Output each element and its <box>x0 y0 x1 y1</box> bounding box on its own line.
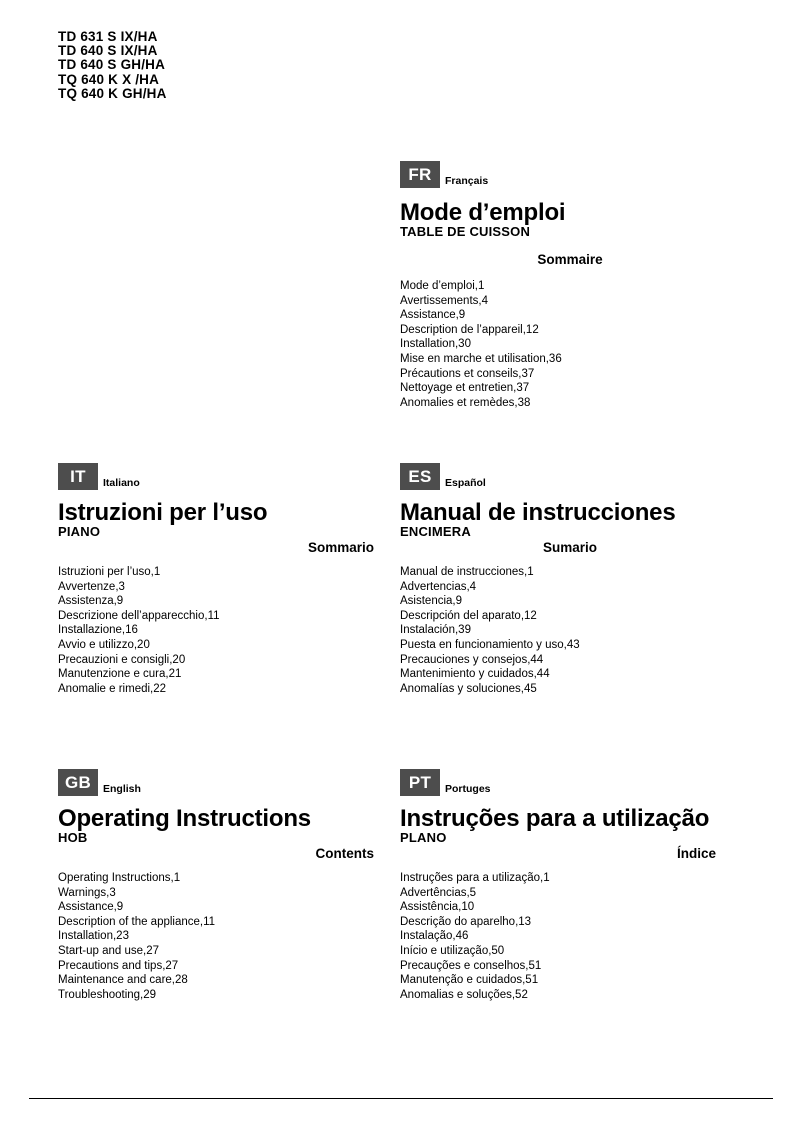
model-number: TD 640 S GH/HA <box>58 57 166 73</box>
toc-entry: Manutenzione e cura,21 <box>58 668 182 681</box>
language-name: Italiano <box>103 477 140 489</box>
toc-entry: Descrizione dell’apparecchio,11 <box>58 609 220 622</box>
section-title: Mode d’emploi <box>400 199 566 226</box>
section-subtitle: PIANO <box>58 524 101 539</box>
section-subtitle: ENCIMERA <box>400 524 471 539</box>
toc-entry: Mantenimiento y cuidados,44 <box>400 668 550 681</box>
contents-label: Sumario <box>542 540 597 555</box>
toc-entry: Asistencia,9 <box>400 595 463 608</box>
toc-entry: Instalação,46 <box>400 930 469 943</box>
model-number-list <box>58 30 167 101</box>
table-of-contents <box>400 871 740 1002</box>
footer-divider <box>29 1098 773 1099</box>
toc-entry: Assistenza,9 <box>58 595 124 608</box>
language-section-english <box>58 766 398 1002</box>
toc-entry: Anomalie e rimedi,22 <box>58 682 167 695</box>
model-number: TQ 640 K GH/HA <box>58 85 167 101</box>
toc-entry: Advertências,5 <box>400 886 477 899</box>
toc-entry: Operating Instructions,1 <box>58 872 181 884</box>
toc-entry: Precautions and tips,27 <box>58 959 179 972</box>
toc-entry: Precauzioni e consigli,20 <box>58 653 186 666</box>
toc-entry: Manutenção e cuidados,51 <box>400 974 539 987</box>
toc-entry: Precauciones y consejos,44 <box>400 653 544 666</box>
section-title: Instruções para a utilização <box>400 805 710 832</box>
toc-entry: Mise en marche et utilisation,36 <box>400 352 562 365</box>
toc-entry: Description de l’appareil,12 <box>400 323 539 336</box>
language-section-spanish <box>400 460 740 696</box>
section-subtitle: HOB <box>58 830 88 845</box>
contents-label: Índice <box>676 846 716 861</box>
flag-badge-gb: GB <box>58 769 98 796</box>
toc-entry: Installation,23 <box>58 930 129 943</box>
flag-badge-es: ES <box>400 463 440 490</box>
toc-entry: Advertencias,4 <box>400 580 477 593</box>
language-section-italian <box>58 460 398 696</box>
language-name: English <box>103 783 141 795</box>
section-subtitle: TABLE DE CUISSON <box>400 224 531 239</box>
language-header <box>400 158 740 188</box>
model-number: TQ 640 K X /HA <box>58 71 160 87</box>
contents-label: Contents <box>315 846 374 861</box>
flag-badge-pt: PT <box>400 769 440 796</box>
toc-entry: Avvertenze,3 <box>58 580 125 593</box>
language-header <box>400 766 740 796</box>
table-of-contents <box>58 871 398 1002</box>
toc-entry: Assistência,10 <box>400 901 475 914</box>
section-subtitle: PLANO <box>400 830 447 845</box>
model-number: TD 631 S IX/HA <box>58 29 158 44</box>
contents-label: Sommario <box>307 540 374 555</box>
table-of-contents <box>58 565 398 696</box>
language-name: Français <box>445 175 489 187</box>
language-name: Portuges <box>445 783 491 795</box>
language-section-french <box>400 158 740 410</box>
section-title: Manual de instrucciones <box>400 499 676 526</box>
toc-entry: Assistance,9 <box>400 309 466 322</box>
toc-entry: Início e utilização,50 <box>400 944 505 957</box>
toc-entry: Precauções e conselhos,51 <box>400 959 542 972</box>
toc-entry: Manual de instrucciones,1 <box>400 566 534 578</box>
toc-entry: Installazione,16 <box>58 624 138 637</box>
toc-entry: Assistance,9 <box>58 901 124 914</box>
toc-entry: Descripción del aparato,12 <box>400 609 537 622</box>
section-title: Operating Instructions <box>58 805 311 832</box>
contents-label: Sommaire <box>537 252 603 267</box>
toc-entry: Installation,30 <box>400 338 471 351</box>
toc-entry: Avvio e utilizzo,20 <box>58 638 150 651</box>
toc-entry: Nettoyage et entretien,37 <box>400 382 530 395</box>
toc-entry: Description of the appliance,11 <box>58 915 216 928</box>
toc-entry: Descrição do aparelho,13 <box>400 915 532 928</box>
toc-entry: Anomalias e soluções,52 <box>400 988 528 1001</box>
toc-entry: Instruções para a utilização,1 <box>400 872 550 884</box>
toc-entry: Maintenance and care,28 <box>58 974 188 987</box>
language-name: Español <box>445 477 486 489</box>
toc-entry: Warnings,3 <box>58 886 116 899</box>
toc-entry: Avertissements,4 <box>400 294 488 307</box>
toc-entry: Mode d’emploi,1 <box>400 280 485 292</box>
toc-entry: Précautions et conseils,37 <box>400 367 535 380</box>
toc-entry: Start-up and use,27 <box>58 944 160 957</box>
toc-entry: Anomalías y soluciones,45 <box>400 682 537 695</box>
language-section-portuguese <box>400 766 740 1002</box>
language-header <box>58 460 398 490</box>
language-header <box>400 460 740 490</box>
toc-entry: Istruzioni per l’uso,1 <box>58 566 161 578</box>
flag-badge-it: IT <box>58 463 98 490</box>
table-of-contents <box>400 279 740 410</box>
model-number: TD 640 S IX/HA <box>58 43 158 59</box>
table-of-contents <box>400 565 740 696</box>
toc-entry: Anomalies et remèdes,38 <box>400 396 531 409</box>
flag-badge-fr: FR <box>400 161 440 188</box>
toc-entry: Instalación,39 <box>400 624 471 637</box>
language-header <box>58 766 398 796</box>
toc-entry: Troubleshooting,29 <box>58 988 157 1001</box>
section-title: Istruzioni per l’uso <box>58 499 268 526</box>
toc-entry: Puesta en funcionamiento y uso,43 <box>400 638 580 651</box>
